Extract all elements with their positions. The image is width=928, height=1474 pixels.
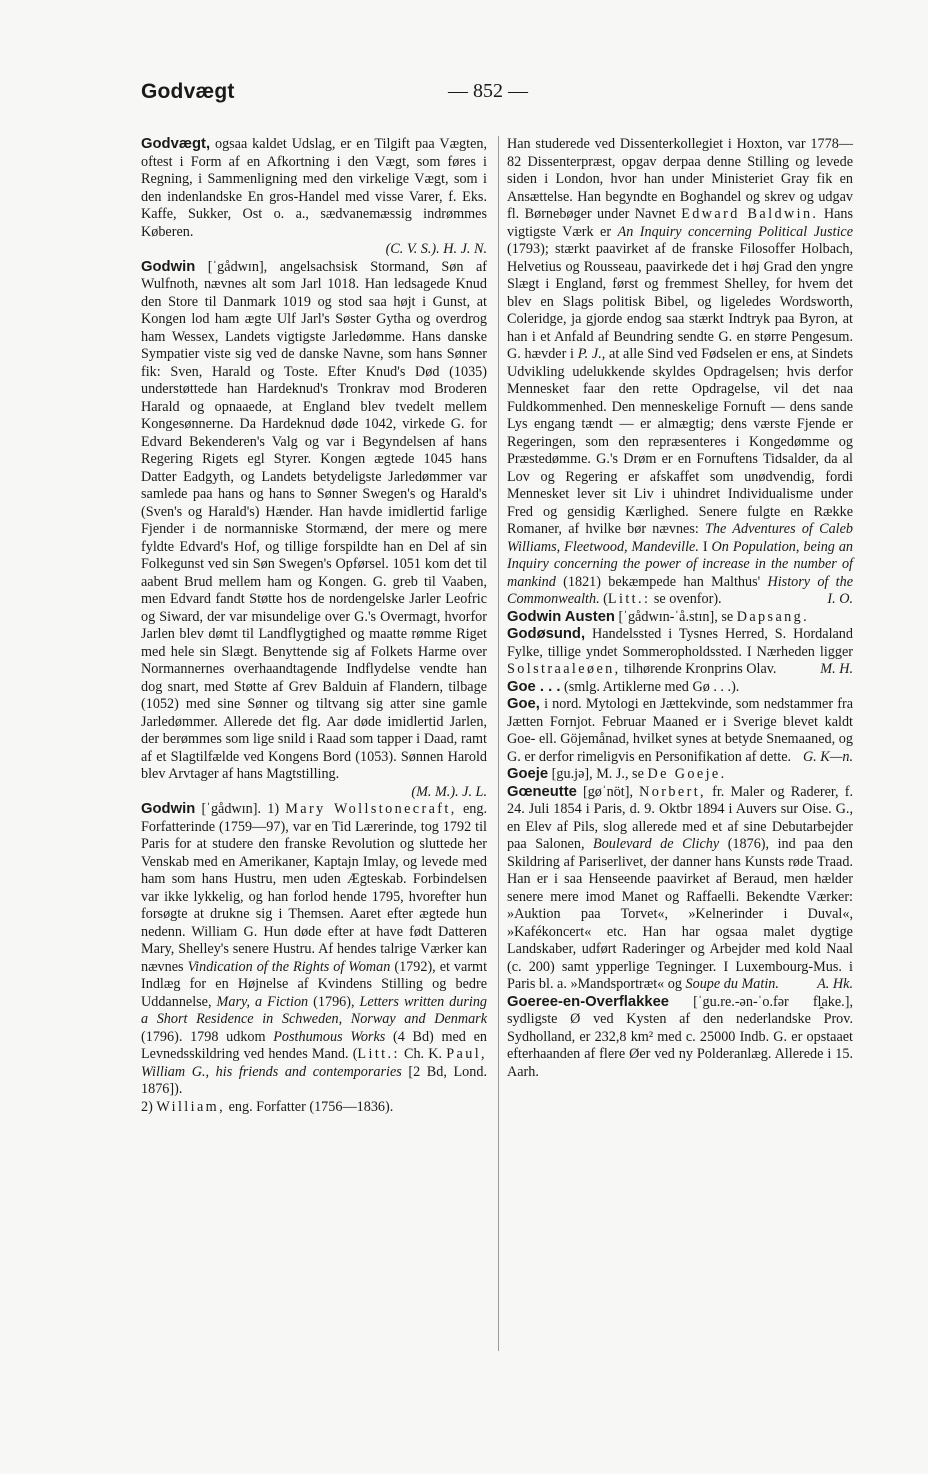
headword: Godvægt, — [141, 136, 211, 152]
entry-goe — [507, 696, 853, 766]
entry-text: [ˈgådwɪn-ˈå.stɪn], se — [618, 608, 734, 625]
entry-godwin-william-cont — [507, 136, 853, 609]
author-signature: I. O. — [827, 591, 853, 607]
right-column — [507, 136, 853, 1081]
headword: Godwin — [141, 801, 196, 817]
spaced-name: Solstraaleøen, — [507, 661, 621, 677]
entry-text: [ˈgu.re.-ən-ˈo.fər fl̯ake.], sydligste Ø ved Kysten af den nederlandske Prov. Sydholland, er 232,8 km² med c. 25000 Indb. G. er opstaaet efterhaanden af flere Øer ved ny Polderanlæg. Allerede i 15. Aarh. — [507, 993, 853, 1080]
entry-text: i nord. Mytologi en Jættekvinde, som nedstammer fra Jætten Fornjot. Februar Maaned er i Sverige blevet kaldt Goe- ell. Göjemånad, hvilket synes at betyde Snemaaned, og G. er derfor rimeligvis en Personifikation af dette. — [507, 696, 853, 765]
entry-text: ogsaa kaldet Udslag, er en Tilgift paa Vægten, oftest i Form af en Afkortning i den Vægt, som føres i Regning, i Sammenligning med den virkelige Vægt, som i den indenlandske En gros-Handel med visse Varer, f. Eks. Kaffe, Sukker, Ost o. a., sædvanemæssig indrømmes Køberen. — [141, 136, 488, 240]
entry-godvaegt — [141, 136, 487, 259]
literature-label: Litt.: — [357, 1046, 400, 1062]
entry-godwin-austen — [507, 609, 853, 627]
entry-godwin-earl — [141, 259, 487, 802]
spaced-name: William, — [156, 1098, 226, 1115]
work-title: Posthumous Works — [273, 1028, 386, 1045]
headword: Godwin Austen — [507, 608, 615, 625]
spaced-name: Mary Wollstonecraft, — [285, 801, 457, 817]
entry-godwin-william — [141, 1099, 487, 1117]
work-title: On Population, being an Inquiry concerning the power of increase in the number of mankind — [507, 538, 854, 590]
headword: Goe, — [507, 696, 540, 712]
entry-text: eng. Forfatter (1756—1836). — [228, 1098, 394, 1115]
work-title: William G., his friends and contemporaries — [141, 1063, 402, 1080]
page-number: — 852 — — [448, 80, 528, 102]
author-signature: (C. V. S.). H. J. N. — [385, 241, 487, 257]
running-head-word: Godvægt — [141, 80, 235, 103]
work-abbrev: P. J., — [577, 346, 606, 362]
left-column — [141, 136, 487, 1116]
entry-text: tilhørende Kronprins Olav. — [624, 661, 777, 677]
spaced-name: Norbert, — [639, 783, 707, 800]
author-signature: (M. M.). J. L. — [411, 783, 487, 800]
entry-goeneutte — [507, 784, 853, 994]
entry-text: [gu.jə], M. J., se — [551, 766, 644, 782]
headword: Godwin — [141, 258, 196, 275]
entry-text: [ˈgådwɪn], angelsachsisk Stormand, Søn af Wulfnoth, nævnes alt som Jarl 1018. Han ledsagede Knud den Store til Danmark 1019 og stod saa højt i Gunst, at Kongen lod ham ægte Ulf Jarl's Søster Gytha og overdrog ham Wessex, Landets vigtigste Jarledømme. Hans danske Sympatier viste sig ved de danske Navne, som hans Sønner fik: Sven, Harald og Toste. Efter Knud's Død (1035) understøttede han Hardeknud's Tronkrav mod Broderen Harald og opnaaede, at England blev tvedelt mellem Kongesønnerne. Da Hardeknud døde 1042, virkede G. for Edvard Bekenderen's Valg og var i Begyndelsen af hans Regering Rigets egl Styrer. Kongen ægtede 1045 hans Datter Eadgyth, og Landets betydeligste Jarledømmer var samlede paa hans og hans to Sønner Swegen's og Harald's (Sven's og Harald's) Hænder. Han havde imidlertid farlige Fjender i de normanniske Stormænd, der mere og mere fyldte Edvard's Hof, og tillige forspildte han en Del af sin Folkegunst ved sin Søn Swegen's Opførsel. 1051 kom det til aabent Brud mellem ham og Kongen. G. greb til Vaaben, men Edvard fandt Støtte hos de nordengelske Jarler Leofric og Siward, der var misundelige over G.'s Overmagt, hvorfor Jarlen blev dømt til Landflygtighed og maatte rømme Riget med hele sin Slægt. Benyttende sig af Folkets Harme over Normannernes overhaandtagende Indflydelse vendte han dog snart, med Støtte af Grev Balduin af Flandern, tilbage (1052) med sine Sønner og tiltvang sig atter sine gamle Jarledømmer. Allerede det flg. Aar døde imidlertid Jarlen, der berømmes som lige snild i Raad som tapper i Daad, ramt af et Slagtilfælde ved Kongens Bord (1053). Sønnen Harold blev Arvtager af hans Magtstilling. — [141, 258, 487, 782]
cross-reference: De Goeje. — [647, 766, 727, 782]
author-signature: M. H. — [820, 661, 853, 677]
entry-goeje — [507, 766, 853, 784]
entry-goeree — [507, 994, 853, 1082]
literature-label: Litt.: — [607, 591, 651, 607]
work-title: Mary, a Fiction — [216, 993, 309, 1010]
headword: Godøsund, — [507, 626, 586, 642]
headword: Goe . . . — [507, 678, 561, 695]
entry-godwin-family — [141, 801, 487, 1099]
entry-text: eng. Forfatterinde (1759—97), var en Tid Lærerinde, tog 1792 til Paris for at studere den franske Revolution og sluttede her Venskab med en Amerikaner, Kaptajn Imlay, og levede med ham som hans Hustru, men uden Ægteskab. Forbindelsen var ikke lykkelig, og han forlod hende 1795, hvorefter hun forsøgte at drukne sig i Themsen. Aaret efter ægtede hun nedenn. William G. Hun døde efter at have født Datteren Mary, Shelley's senere Hustru. Af hendes talrige Værker kan nævnes — [141, 801, 488, 975]
entry-text: (1793); stærkt paavirket af de franske Filosoffer Holbach, Helvetius og Rousseau, paavirkede det i høj Grad den yngre Slægt i England, først og fremmest Shelley, for hvem det blev en Slags politisk Bibel, og ligeledes Wordsworth, Coleridge, ja gjorde endog saa stærkt Indtryk paa Byron, at han i et Anfald af Beundring sendte G. en større Pengesum. G. hævder i — [507, 241, 853, 362]
work-title: Vindication of the Rights of Woman — [187, 958, 391, 975]
entry-text: 2) — [141, 1098, 153, 1115]
entry-text: ( — [603, 591, 608, 607]
entry-text: (1792), et varmt Indlæg for en Højnelse af Kvindens Stilling og bedre Uddannelse, — [141, 958, 488, 1010]
entry-text: Hans vigtigste Værk er — [507, 206, 853, 240]
entry-text: (1821) bekæmpede han Malthus' — [563, 573, 761, 590]
entry-text: at alle Sind ved Fødselen er ens, at Sindets Udvikling udelukkende skyldes Opdragelsen; hvis derfor Mennesket faar den rette Opdragelse, vil det naa Fuldkommenhed. Den menneskelige Fornuft — dens sande Lys engang tændt — er almægtig; dens værste Fjende er Regeringen, som den repræsenteres i Kongedømme og Præstedømme. G.'s Drøm er en Fornuftens Tidsalder, da al Lov og Regering er afskaffet som unødvendig, fordi Mennesket lever sit Liv i uhindret Individualisme under Fred og gensidig Kærlighed. Senere fulgte en Række Romaner, af hvilke bør nævnes: — [507, 346, 853, 537]
work-title: Boulevard de Clichy — [593, 836, 720, 852]
author-signature: G. K—n. — [802, 748, 853, 765]
column-divider — [498, 136, 499, 1351]
entry-text: (1876), ind paa den Skildring af Pariserlivet, der danner hans Kunsts røde Traad. Han er i saa Henseende paavirket af Beraud, men hælder senere mere imod Manet og Raffaelli. Bekendte Værker: »Auktion paa Torvet«, »Kelnerinder i Duval«, »Kafékoncert« etc. Han har ogsaa malet dygtige Landskaber, udført Raderinger og Arbejder med kold Naal (c. 200) samt ypperlige Tegninger. I Luxembourg-Mus. i Paris bl. a. »Mandsportræt« og — [507, 836, 853, 992]
entry-text: Handelssted i Tysnes Herred, S. Hordaland Fylke, tillige yndet Sommeropholdssted. I Nærheden ligger — [507, 626, 853, 660]
entry-text: Ch. K. — [403, 1046, 443, 1062]
entry-text: (1796). 1798 udkom — [141, 1028, 266, 1045]
spaced-name: Edward Baldwin. — [681, 206, 819, 222]
cross-reference: Dapsang. — [736, 608, 810, 625]
author-signature: A. Hk. — [817, 976, 853, 992]
entry-text: [2 Bd, Lond. 1876]). — [141, 1063, 488, 1097]
work-title: Letters written during a Short Residence in Schweden, Norway and Denmark — [141, 993, 488, 1027]
entry-godoysund — [507, 626, 853, 679]
pronunciation: [gøˈnöt], — [582, 783, 634, 800]
work-title: Soupe du Matin. — [685, 976, 779, 992]
entry-text: I — [702, 538, 708, 555]
work-title: History of the Commonwealth. — [507, 573, 853, 607]
spaced-name: Paul, — [446, 1046, 487, 1062]
entry-text: (smlg. Artiklerne med Gø . . .). — [564, 678, 740, 695]
pronunciation: [ˈgådwɪn]. 1) — [201, 801, 280, 817]
headword: Goeje — [507, 766, 549, 782]
headword: Goeree-en-Overflakkee — [507, 993, 670, 1010]
entry-text: fr. Maler og Raderer, f. 24. Juli 1854 i Paris, d. 9. Oktbr 1894 i Auvers sur Oise. G., en Elev af Pils, slog allerede med et af sine Debutarbejder paa Salonen, — [507, 783, 853, 852]
entry-text: (4 Bd) med en Levnedsskildring ved hendes Mand. ( — [141, 1028, 487, 1062]
entry-text: se ovenfor). — [653, 591, 722, 607]
entry-goe-ref — [507, 679, 853, 697]
work-title: The Adventures of Caleb Williams, Fleetwood, Mandeville. — [507, 521, 853, 555]
headword: Gœneutte — [507, 783, 577, 800]
work-title: An Inquiry concerning Political Justice — [617, 223, 853, 240]
entry-text: Han studerede ved Dissenterkollegiet i Hoxton, var 1778—82 Dissenterpræst, opgav derpaa denne Stilling og levede siden i London, hvor han under Ministeriet Gray fik en Ansættelse. Han begyndte en Boghandel og skrev og udgav fl. Børnebøger under Navnet — [507, 136, 853, 222]
entry-text: (1796), — [313, 993, 355, 1010]
running-head — [141, 80, 831, 108]
